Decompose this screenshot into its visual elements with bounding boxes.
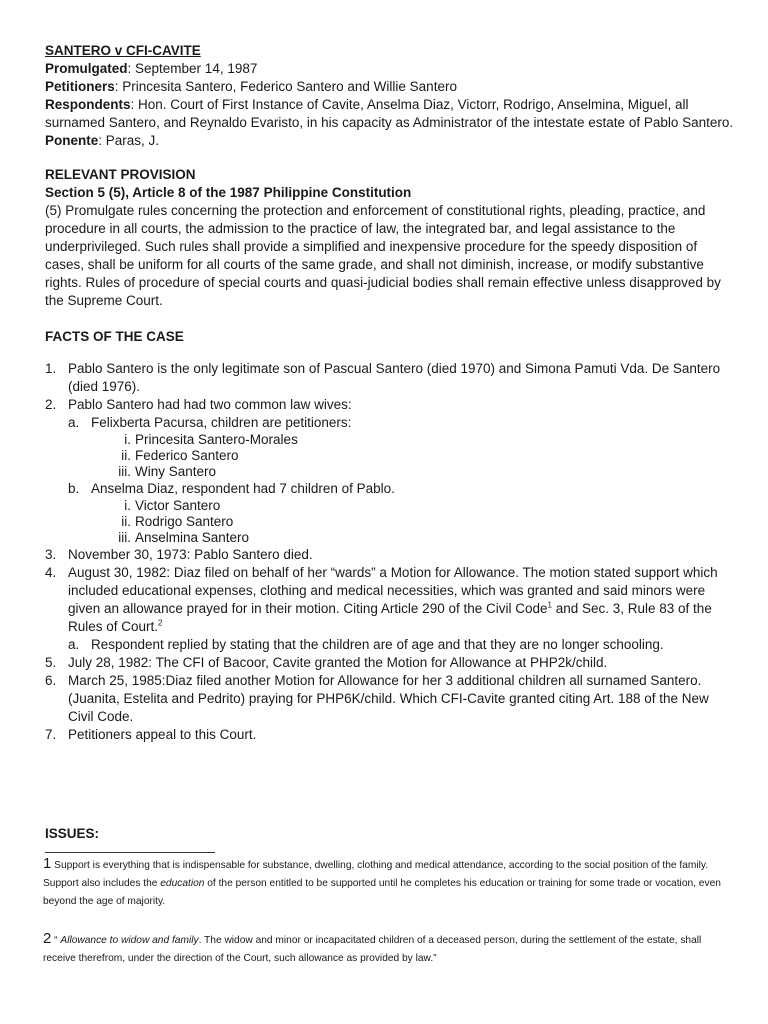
list-item	[45, 654, 735, 672]
list-item	[115, 514, 735, 530]
list-number: ii.	[121, 448, 131, 463]
list-number: a.	[68, 415, 80, 430]
provision-subheading: Section 5 (5), Article 8 of the 1987 Philippine Constitution	[45, 185, 412, 200]
list-item-text: Winy Santero	[135, 464, 217, 479]
ponente-value: : Paras, J.	[98, 133, 160, 148]
facts-list	[45, 360, 735, 744]
issues-heading: ISSUES:	[45, 826, 100, 841]
list-item	[115, 464, 735, 480]
list-item	[115, 498, 735, 514]
footnote-2	[43, 930, 723, 968]
list-item-text: Rodrigo Santero	[135, 514, 234, 529]
provision-heading: RELEVANT PROVISION	[45, 167, 196, 182]
list-item-text: Anselmina Santero	[135, 530, 250, 545]
document-body	[45, 42, 735, 744]
list-number: 5.	[45, 655, 57, 670]
list-item	[115, 432, 735, 448]
provision-text: (5) Promulgate rules concerning the protection and enforcement of constitutional rights, pleading, practice, and procedure in all courts, the admission to the practice of law, the integrated bar, and legal assistance to the underprivileged. Such rules shall provide a simplified and inexpensive procedure for the speedy disposition of cases, shall be uniform for all courts of the same grade, and shall not diminish, increase, or modify substantive rights. Rules of procedure of special courts and quasi-judicial bodies shall remain effective unless disapproved by the Supreme Court.	[45, 203, 721, 308]
list-item-text: July 28, 1982: The CFI of Bacoor, Cavite granted the Motion for Allowance at PHP2k/child.	[68, 655, 608, 670]
facts-heading: FACTS OF THE CASE	[45, 329, 184, 344]
list-item	[45, 726, 735, 744]
promulgated-line	[45, 60, 735, 78]
list-item	[68, 414, 735, 432]
list-item-text: Princesita Santero-Morales	[135, 432, 298, 447]
list-number: 6.	[45, 673, 57, 688]
list-item-text: Pablo Santero is the only legitimate son of Pascual Santero (died 1970) and Simona Pamuti Vda. De Santero (died 1976).	[68, 361, 721, 394]
footnote-text: . The widow and minor or incapacitated children of a deceased person, during the settlement of the estate, shall receive therefrom, under the direction of the Court, such allowance as provided by law.”	[43, 935, 702, 964]
footnote-number: 1	[43, 855, 52, 872]
footnote-ref-2[interactable]: 2	[158, 618, 163, 628]
list-item	[45, 360, 735, 396]
list-item	[115, 448, 735, 464]
list-item-text: Respondent replied by stating that the children are of age and that they are no longer schooling.	[91, 637, 664, 652]
list-number: a.	[68, 637, 80, 652]
list-item-text: Pablo Santero had had two common law wives:	[68, 397, 352, 412]
respondents-label: Respondents	[45, 97, 131, 112]
promulgated-value: : September 14, 1987	[127, 61, 258, 76]
list-item	[45, 396, 735, 414]
list-item	[68, 480, 735, 498]
case-title: SANTERO v CFI-CAVITE	[45, 43, 201, 58]
list-item	[45, 672, 735, 726]
list-item-text: Felixberta Pacursa, children are petitioners:	[91, 415, 352, 430]
footnote-ref-1[interactable]: 1	[547, 600, 552, 610]
list-number: i.	[124, 432, 131, 447]
list-item-text: Federico Santero	[135, 448, 239, 463]
footnote-1	[43, 855, 723, 911]
spacer	[45, 346, 735, 360]
list-number: iii.	[118, 464, 131, 479]
list-number: ii.	[121, 514, 131, 529]
spacer	[45, 150, 735, 166]
ponente-label: Ponente	[45, 133, 99, 148]
list-number: 1.	[45, 361, 57, 376]
spacer	[45, 310, 735, 328]
list-number: 2.	[45, 397, 57, 412]
list-item	[45, 546, 735, 564]
footnote-emphasis: Allowance to widow and family	[60, 935, 199, 946]
list-item	[45, 564, 735, 636]
footnote-quote: “	[51, 935, 61, 946]
footnote-text: of the person entitled to be supported until he completes his education or training for some trade or vocation, even beyond the age of majority.	[43, 878, 721, 907]
list-number: i.	[124, 498, 131, 513]
list-number: 3.	[45, 547, 57, 562]
list-item-text: Anselma Diaz, respondent had 7 children of Pablo.	[91, 481, 395, 496]
list-item	[115, 530, 735, 546]
footnote-text: Support is everything that is indispensable for substance, dwelling, clothing and medical attendance, according to the social position of the family. Support also includes the	[43, 860, 709, 889]
list-number: 7.	[45, 727, 57, 742]
respondents-line	[45, 96, 735, 132]
petitioners-line	[45, 78, 735, 96]
list-item-text: and Sec. 3, Rule 83 of the Rules of Court.	[68, 601, 712, 634]
list-item-text: March 25, 1985:Diaz filed another Motion for Allowance for her 3 additional children all surnamed Santero. (Juanita, Estelita and Pedrito) praying for PHP6K/child. Which CFI-Cavite granted citing Art. 188 of the New Civil Code.	[68, 673, 709, 724]
respondents-value: : Hon. Court of First Instance of Cavite, Anselma Diaz, Victorr, Rodrigo, Anselmina, Miguel, all surnamed Santero, and Reynaldo Evaristo, in his capacity as Administrator of the intestate estate of Pablo Santero.	[45, 97, 734, 130]
petitioners-value: : Princesita Santero, Federico Santero and Willie Santero	[114, 79, 457, 94]
ponente-line	[45, 132, 735, 150]
list-item-text: November 30, 1973: Pablo Santero died.	[68, 547, 313, 562]
footnote-emphasis: education	[160, 878, 205, 889]
list-number: b.	[68, 481, 80, 496]
petitioners-label: Petitioners	[45, 79, 115, 94]
list-item-text: Victor Santero	[135, 498, 221, 513]
footnote-separator	[45, 852, 215, 853]
promulgated-label: Promulgated	[45, 61, 128, 76]
list-number: iii.	[118, 530, 131, 545]
list-number: 4.	[45, 565, 57, 580]
footnote-number: 2	[43, 930, 52, 947]
list-item-text: August 30, 1982: Diaz filed on behalf of her “wards” a Motion for Allowance. The motion stated support which included educational expenses, clothing and medical necessities, which was granted and said minors were given an allowance prayed for in their motion. Citing Article 290 of the Civil Code	[68, 565, 718, 616]
list-item	[68, 636, 735, 654]
list-item-text: Petitioners appeal to this Court.	[68, 727, 257, 742]
